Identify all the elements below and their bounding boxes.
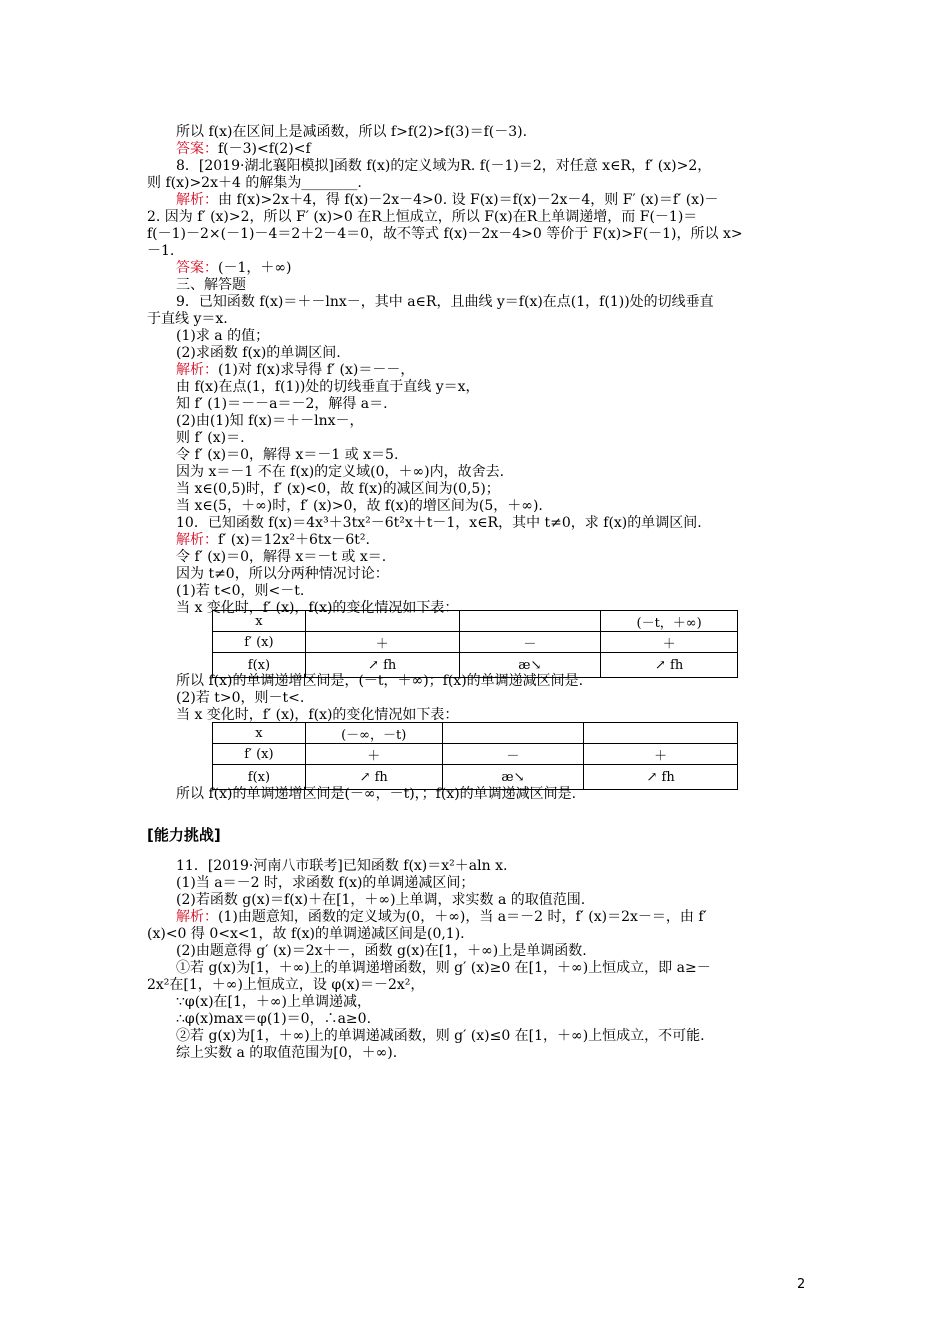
text-line: 当 x∈(5，＋∞)时，f′ (x)>0，故 f(x)的增区间为(5，＋∞). (176, 498, 543, 514)
table-cell: f′ (x) (213, 744, 306, 765)
text-line: (2)若 t>0，则－t<. (176, 690, 305, 706)
text-line: (2)由题意得 g′ (x)＝2x＋－，函数 g(x)在[1，＋∞)上是单调函数. (176, 943, 587, 959)
table-cell (459, 611, 601, 632)
table-cell: x (213, 723, 306, 744)
analysis-label: 解析： (176, 532, 218, 548)
text-line: 11．[2019·河南八市联考]已知函数 f(x)＝x²＋aln x. (176, 858, 508, 874)
answer-label: 答案： (176, 141, 218, 157)
text-line: 因为 x＝－1 不在 f(x)的定义域(0，＋∞)内，故舍去. (176, 464, 505, 480)
text-line: 当 x∈(0,5)时，f′ (x)<0，故 f(x)的减区间为(0,5)； (176, 481, 500, 497)
analysis-label: 解析： (176, 909, 218, 925)
text-line: (1)当 a＝－2 时，求函数 f(x)的单调递减区间； (176, 875, 475, 891)
table-cell: ↗ fh (305, 653, 459, 678)
table-cell: x (213, 611, 306, 632)
section-title: 三、解答题 (176, 277, 246, 293)
text-line: (2)由(1)知 f(x)＝＋－lnx－， (176, 413, 364, 429)
table-cell: ↗ fh (305, 765, 442, 790)
analysis-line: 解析：f′ (x)＝12x²＋6tx－6t². (176, 532, 370, 548)
variation-table-1 (212, 610, 738, 678)
text-line: (2)求函数 f(x)的单调区间. (176, 345, 341, 361)
text-line: (1)若 t<0，则<－t. (176, 583, 305, 599)
analysis-label: 解析： (176, 362, 218, 378)
table-cell: ↗ fh (584, 765, 738, 790)
text-line: 因为 t≠0，所以分两种情况讨论： (176, 566, 389, 582)
table-cell: ＋ (305, 744, 442, 765)
analysis-line: 解析：(1)由题意知，函数的定义域为(0，＋∞)，当 a＝－2 时，f′ (x)＝2x－＝，由 f′ (176, 909, 707, 925)
text-line: (2)若函数 g(x)＝f(x)＋在[1，＋∞)上单调，求实数 a 的取值范围. (176, 892, 586, 908)
table-cell (442, 723, 584, 744)
answer-line: 答案：(－1，＋∞) (176, 260, 292, 276)
table-cell: f′ (x) (213, 632, 306, 653)
text-line: 8．[2019·湖北襄阳模拟]函数 f(x)的定义域为R. f(－1)＝2，对任意 x∈R，f′ (x)>2， (176, 158, 712, 174)
text-line: (x)<0 得 0<x<1，故 f(x)的单调递减区间是(0,1). (147, 926, 465, 942)
text-line: (1)求 a 的值； (176, 328, 270, 344)
text-line: 所以 f(x)的单调递增区间是(－∞，－t)，；f(x)的单调递减区间是. (176, 786, 577, 802)
analysis-line: 解析：由 f(x)>2x＋4，得 f(x)－2x－4>0. 设 F(x)＝f(x)－2x－4，则 F′ (x)＝f′ (x)－ (176, 192, 719, 208)
text-line: ①若 g(x)为[1，＋∞)上的单调递增函数，则 g′ (x)≥0 在[1，＋∞)上恒成立，即 a≥－ (176, 960, 711, 976)
text-line: 当 x 变化时，f′ (x)，f(x)的变化情况如下表： (176, 600, 459, 616)
text-line: ∵φ(x)在[1，＋∞)上单调递减， (176, 994, 372, 1010)
text-line: 当 x 变化时，f′ (x)，f(x)的变化情况如下表： (176, 707, 459, 723)
text-line: －1. (147, 243, 175, 259)
text-line: 则 f′ (x)＝. (176, 430, 245, 446)
analysis-line: 解析：(1)对 f(x)求导得 f′ (x)＝－－， (176, 362, 415, 378)
table-cell: f(x) (213, 765, 306, 790)
table-cell: (－∞，－t) (305, 723, 442, 744)
text-line: 则 f(x)>2x＋4 的解集为________. (147, 175, 362, 191)
table-cell (584, 723, 738, 744)
table-cell: f(x) (213, 653, 306, 678)
text-line: 所以 f(x)的单调递增区间是，(－t，＋∞)；f(x)的单调递减区间是. (176, 673, 584, 689)
answer-label: 答案： (176, 260, 218, 276)
text-line: 知 f′ (1)＝－－a＝－2，解得 a＝. (176, 396, 388, 412)
table-cell: ＋ (584, 744, 738, 765)
variation-table-2 (212, 722, 738, 790)
table-cell: ↗ fh (601, 653, 738, 678)
table-cell: ＋ (305, 632, 459, 653)
text-line: 2. 因为 f′ (x)>2，所以 F′ (x)>0 在R上恒成立，所以 F(x)在R上单调递增，而 F(－1)＝ (147, 209, 698, 225)
text-line: 所以 f(x)在区间上是减函数，所以 f>f(2)>f(3)＝f(－3). (176, 124, 528, 140)
text-line: 由 f(x)在点(1，f(1))处的切线垂直于直线 y＝x， (176, 379, 480, 395)
answer-line: 答案：f(－3)<f(2)<f (176, 141, 311, 157)
text-line: 于直线 y＝x. (147, 311, 228, 327)
text-line: ∴φ(x)max＝φ(1)＝0，∴a≥0. (176, 1011, 372, 1027)
text-line: 10．已知函数 f(x)＝4x³＋3tx²－6t²x＋t－1，x∈R，其中 t≠0，求 f(x)的单调区间. (176, 515, 702, 531)
text-line: ②若 g(x)为[1，＋∞)上的单调递减函数，则 g′ (x)≤0 在[1，＋∞)上恒成立，不可能. (176, 1028, 705, 1044)
page-number: 2 (797, 1277, 806, 1292)
table-cell: ＋ (601, 632, 738, 653)
table-cell: æ↘ (442, 765, 584, 790)
text-line: 令 f′ (x)＝0，解得 x＝－t 或 x＝. (176, 549, 387, 565)
text-line: f(－1)－2×(－1)－4＝2＋2－4＝0，故不等式 f(x)－2x－4>0 等价于 F(x)>F(－1)，所以 x> (147, 226, 743, 242)
section-heading: [能力挑战] (147, 826, 221, 844)
table-cell: － (442, 744, 584, 765)
table-cell (305, 611, 459, 632)
table-cell: (－t，＋∞) (601, 611, 738, 632)
table-cell: － (459, 632, 601, 653)
text-line: 9．已知函数 f(x)＝＋－lnx－，其中 a∈R，且曲线 y＝f(x)在点(1，f(1))处的切线垂直 (176, 294, 714, 310)
text-line: 2x²在[1，＋∞)上恒成立，设 φ(x)＝－2x²， (147, 977, 425, 993)
text-line: 令 f′ (x)＝0，解得 x＝－1 或 x＝5. (176, 447, 399, 463)
analysis-label: 解析： (176, 192, 218, 208)
text-line: 综上实数 a 的取值范围为[0，＋∞). (176, 1045, 398, 1061)
table-cell: æ↘ (459, 653, 601, 678)
